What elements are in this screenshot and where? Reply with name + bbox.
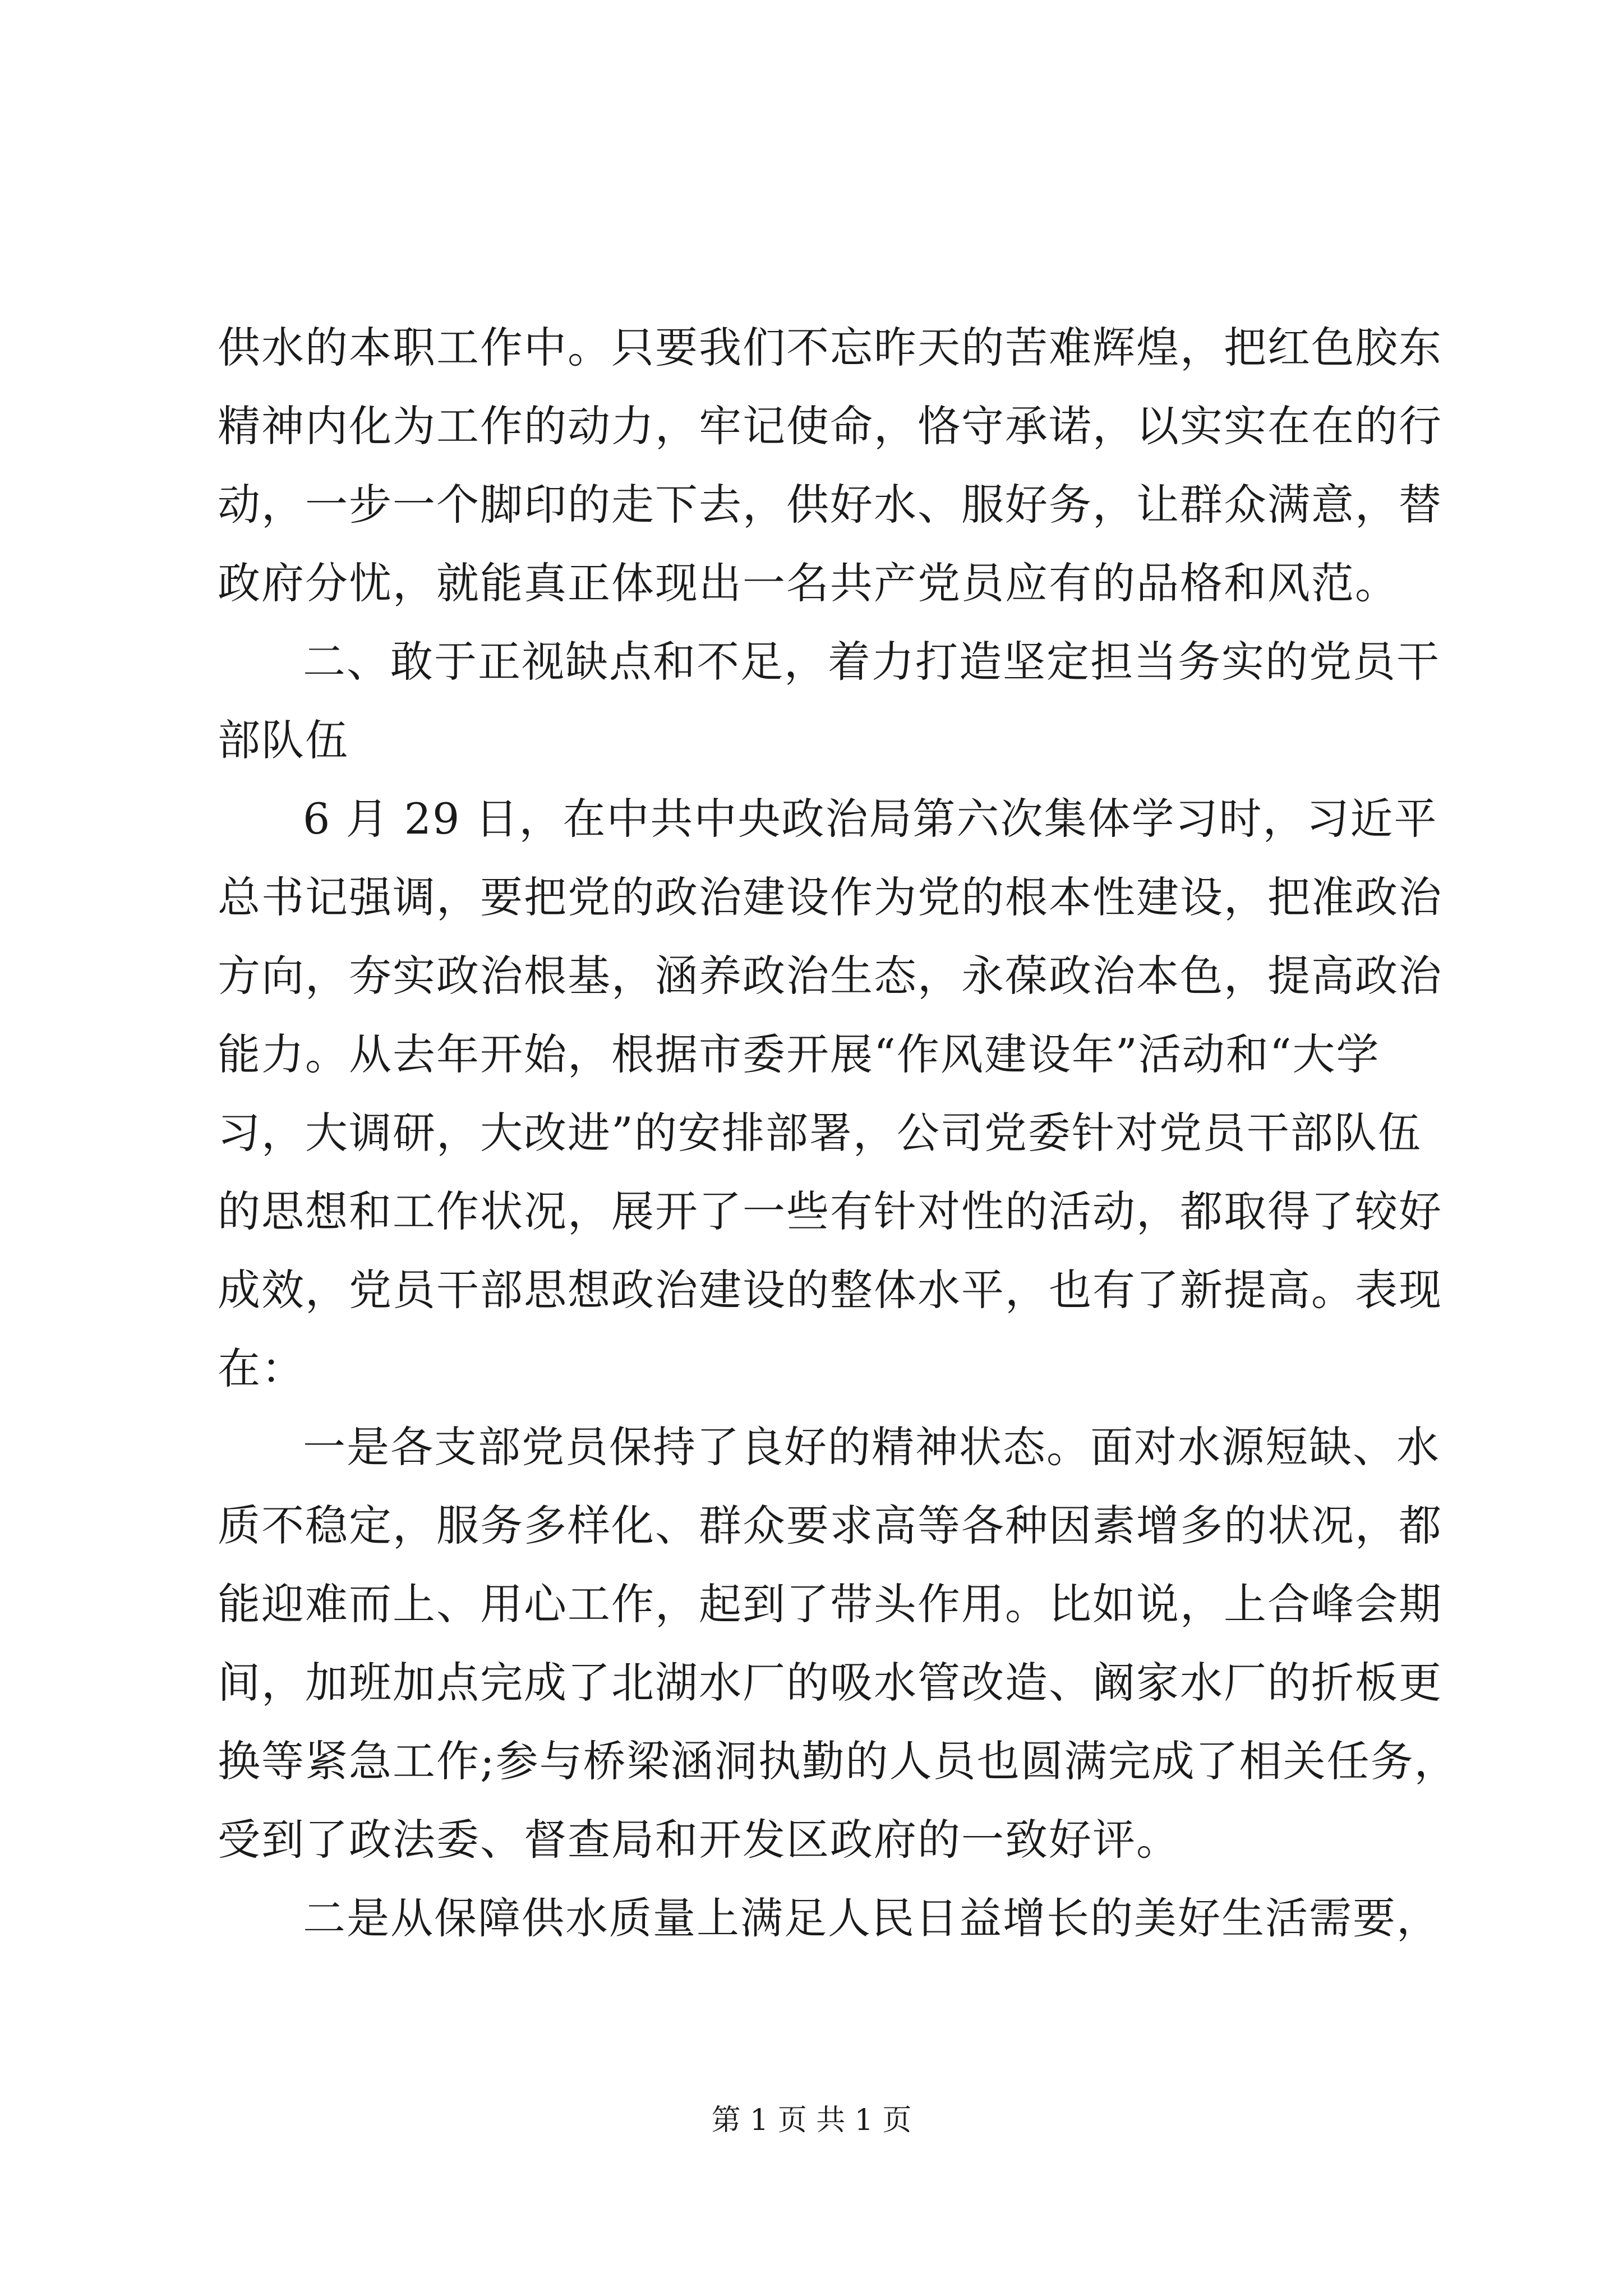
text-line: 能力。从去年开始，根据市委开展“作风建设年”活动和“大学 xyxy=(218,1029,1380,1079)
section-heading-line: 二、敢于正视缺点和不足，着力打造坚定担当务实的党员干 xyxy=(303,637,1440,687)
text-line: 习，大调研，大改进”的安排部署，公司党委针对党员干部队伍 xyxy=(218,1108,1422,1158)
text-line: 一是各支部党员保持了良好的精神状态。面对水源短缺、水 xyxy=(303,1422,1440,1472)
text-line: 方向，夯实政治根基，涵养政治生态，永葆政治本色，提高政治 xyxy=(218,951,1442,1001)
text-line: 换等紧急工作;参与桥梁涵洞执勤的人员也圆满完成了相关任务， xyxy=(218,1736,1458,1786)
section-heading-line: 部队伍 xyxy=(218,715,349,765)
text-line: 二是从保障供水质量上满足人民日益增长的美好生活需要， xyxy=(303,1893,1440,1943)
text-line: 间，加班加点完成了北湖水厂的吸水管改造、阚家水厂的折板更 xyxy=(218,1658,1442,1708)
text-line: 精神内化为工作的动力，牢记使命，恪守承诺，以实实在在的行 xyxy=(218,401,1442,451)
text-line: 在： xyxy=(218,1343,305,1393)
text-line: 能迎难而上、用心工作，起到了带头作用。比如说，上合峰会期 xyxy=(218,1579,1442,1629)
text-line: 动，一步一个脚印的走下去，供好水、服好务，让群众满意，替 xyxy=(218,480,1442,530)
text-line: 6 月 29 日，在中共中央政治局第六次集体学习时，习近平 xyxy=(303,794,1438,844)
text-line: 总书记强调，要把党的政治建设作为党的根本性建设，把准政治 xyxy=(218,872,1442,922)
text-line: 受到了政法委、督查局和开发区政府的一致好评。 xyxy=(218,1815,1180,1865)
text-line: 供水的本职工作中。只要我们不忘昨天的苦难辉煌，把红色胶东 xyxy=(218,323,1442,372)
text-line: 成效，党员干部思想政治建设的整体水平，也有了新提高。表现 xyxy=(218,1265,1442,1315)
text-line: 的思想和工作状况，展开了一些有针对性的活动，都取得了较好 xyxy=(218,1186,1442,1236)
page-footer: 第 1 页 共 1 页 xyxy=(711,2104,912,2137)
text-line: 质不稳定，服务多样化、群众要求高等各种因素增多的状况，都 xyxy=(218,1501,1442,1550)
text-line: 政府分忧，就能真正体现出一名共产党员应有的品格和风范。 xyxy=(218,558,1399,608)
